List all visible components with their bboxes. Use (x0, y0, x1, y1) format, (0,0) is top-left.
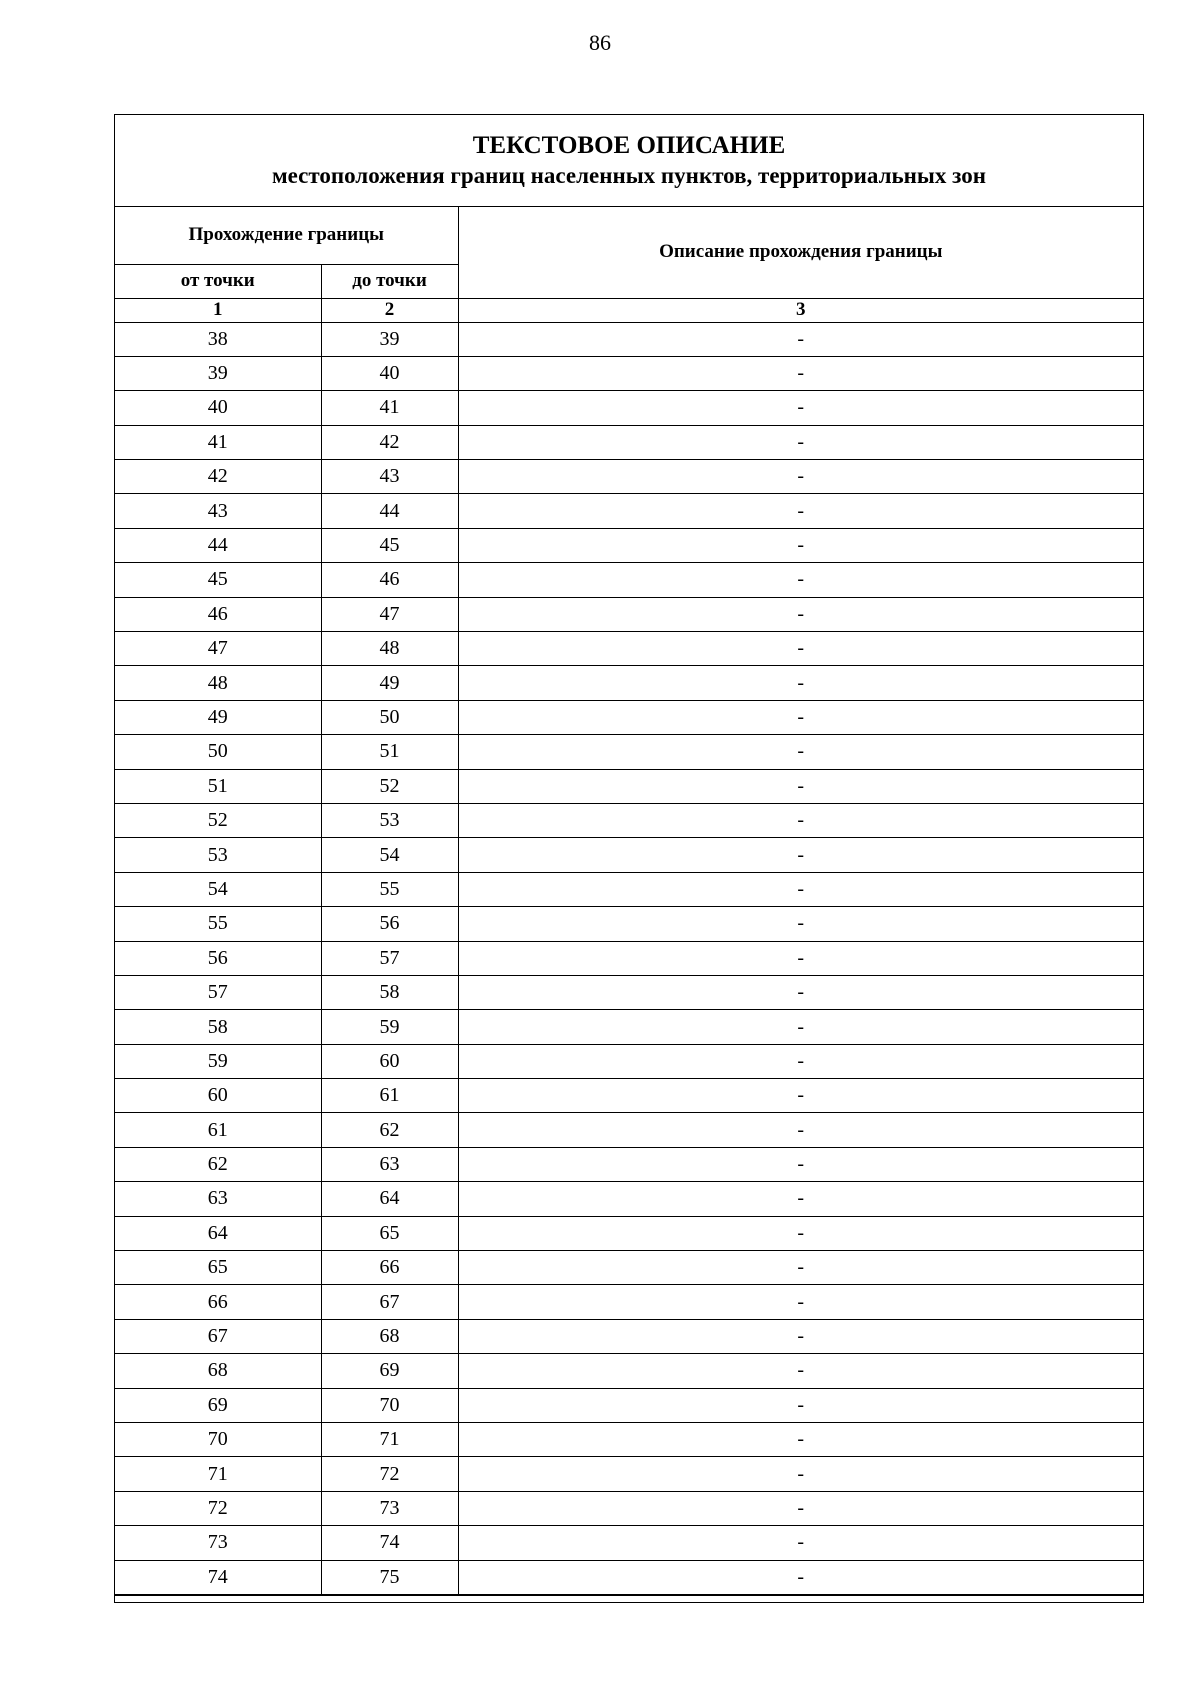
table-row (115, 1251, 1143, 1285)
description-cell: - (458, 1560, 1143, 1594)
description-cell: - (458, 1251, 1143, 1285)
to-point-cell: 58 (321, 975, 458, 1009)
description-cell: - (458, 563, 1143, 597)
from-point-cell: 72 (115, 1491, 321, 1525)
description-cell: - (458, 391, 1143, 425)
to-point-cell: 68 (321, 1319, 458, 1353)
boundary-table (115, 207, 1143, 1595)
to-point-cell: 74 (321, 1526, 458, 1560)
description-cell: - (458, 632, 1143, 666)
table-row (115, 1182, 1143, 1216)
table-row (115, 597, 1143, 631)
to-point-cell: 65 (321, 1216, 458, 1250)
description-cell: - (458, 1457, 1143, 1491)
boundary-passage-header: Прохождение границы (115, 207, 458, 264)
table-row (115, 1388, 1143, 1422)
from-point-cell: 42 (115, 460, 321, 494)
table-bottom-border (115, 1595, 1143, 1602)
from-point-cell: 61 (115, 1113, 321, 1147)
table-row (115, 1010, 1143, 1044)
table-row (115, 1457, 1143, 1491)
table-row (115, 1216, 1143, 1250)
from-point-cell: 63 (115, 1182, 321, 1216)
to-point-cell: 39 (321, 322, 458, 356)
column-number-1: 1 (115, 298, 321, 322)
to-point-cell: 49 (321, 666, 458, 700)
table-row (115, 632, 1143, 666)
from-point-cell: 60 (115, 1079, 321, 1113)
from-point-cell: 52 (115, 803, 321, 837)
from-point-cell: 59 (115, 1044, 321, 1078)
column-number-2: 2 (321, 298, 458, 322)
to-point-cell: 55 (321, 872, 458, 906)
from-point-cell: 44 (115, 528, 321, 562)
table-body (115, 322, 1143, 1594)
from-point-cell: 50 (115, 735, 321, 769)
to-point-cell: 57 (321, 941, 458, 975)
to-point-cell: 60 (321, 1044, 458, 1078)
description-cell: - (458, 597, 1143, 631)
to-point-cell: 48 (321, 632, 458, 666)
from-point-cell: 57 (115, 975, 321, 1009)
table-row (115, 356, 1143, 390)
description-cell: - (458, 494, 1143, 528)
description-cell: - (458, 356, 1143, 390)
table-row (115, 1113, 1143, 1147)
description-cell: - (458, 322, 1143, 356)
from-point-cell: 47 (115, 632, 321, 666)
description-cell: - (458, 1319, 1143, 1353)
table-row (115, 1354, 1143, 1388)
description-cell: - (458, 1216, 1143, 1250)
description-cell: - (458, 1147, 1143, 1181)
table-row (115, 1285, 1143, 1319)
table-row (115, 700, 1143, 734)
from-point-cell: 43 (115, 494, 321, 528)
from-point-cell: 67 (115, 1319, 321, 1353)
description-cell: - (458, 769, 1143, 803)
from-point-cell: 56 (115, 941, 321, 975)
description-cell: - (458, 1388, 1143, 1422)
to-point-cell: 66 (321, 1251, 458, 1285)
description-cell: - (458, 425, 1143, 459)
from-point-cell: 54 (115, 872, 321, 906)
description-cell: - (458, 1079, 1143, 1113)
to-point-cell: 73 (321, 1491, 458, 1525)
from-point-cell: 38 (115, 322, 321, 356)
to-point-cell: 43 (321, 460, 458, 494)
to-point-cell: 69 (321, 1354, 458, 1388)
table-row (115, 666, 1143, 700)
description-cell: - (458, 1182, 1143, 1216)
description-cell: - (458, 1010, 1143, 1044)
description-cell: - (458, 803, 1143, 837)
table-row (115, 563, 1143, 597)
from-point-header: от точки (115, 264, 321, 298)
description-cell: - (458, 872, 1143, 906)
page-number: 86 (589, 30, 611, 55)
table-header (115, 207, 1143, 322)
description-cell: - (458, 1044, 1143, 1078)
to-point-cell: 45 (321, 528, 458, 562)
description-header: Описание прохождения границы (458, 207, 1143, 298)
to-point-cell: 41 (321, 391, 458, 425)
description-cell: - (458, 1113, 1143, 1147)
to-point-cell: 42 (321, 425, 458, 459)
table-row (115, 1560, 1143, 1594)
description-cell: - (458, 907, 1143, 941)
document-subtitle: местоположения границ населенных пунктов, территориальных зон (272, 163, 986, 188)
to-point-cell: 62 (321, 1113, 458, 1147)
from-point-cell: 41 (115, 425, 321, 459)
to-point-cell: 63 (321, 1147, 458, 1181)
table-row (115, 941, 1143, 975)
from-point-cell: 65 (115, 1251, 321, 1285)
table-row (115, 872, 1143, 906)
table-row (115, 391, 1143, 425)
to-point-cell: 51 (321, 735, 458, 769)
to-point-cell: 70 (321, 1388, 458, 1422)
to-point-cell: 75 (321, 1560, 458, 1594)
from-point-cell: 70 (115, 1423, 321, 1457)
table-row (115, 460, 1143, 494)
description-cell: - (458, 666, 1143, 700)
from-point-cell: 62 (115, 1147, 321, 1181)
to-point-cell: 52 (321, 769, 458, 803)
table-row (115, 494, 1143, 528)
table-row (115, 1491, 1143, 1525)
to-point-cell: 54 (321, 838, 458, 872)
table-row (115, 803, 1143, 837)
description-cell: - (458, 460, 1143, 494)
to-point-cell: 44 (321, 494, 458, 528)
from-point-cell: 49 (115, 700, 321, 734)
from-point-cell: 55 (115, 907, 321, 941)
description-cell: - (458, 528, 1143, 562)
from-point-cell: 64 (115, 1216, 321, 1250)
description-cell: - (458, 838, 1143, 872)
document-title: ТЕКСТОВОЕ ОПИСАНИЕ (472, 132, 786, 159)
from-point-cell: 39 (115, 356, 321, 390)
to-point-cell: 64 (321, 1182, 458, 1216)
boundary-description-frame (114, 114, 1144, 1603)
column-number-3: 3 (458, 298, 1143, 322)
table-row (115, 975, 1143, 1009)
to-point-cell: 40 (321, 356, 458, 390)
from-point-cell: 53 (115, 838, 321, 872)
description-cell: - (458, 1423, 1143, 1457)
from-point-cell: 45 (115, 563, 321, 597)
description-cell: - (458, 700, 1143, 734)
to-point-cell: 72 (321, 1457, 458, 1491)
from-point-cell: 48 (115, 666, 321, 700)
description-cell: - (458, 941, 1143, 975)
to-point-cell: 56 (321, 907, 458, 941)
from-point-cell: 69 (115, 1388, 321, 1422)
table-row (115, 425, 1143, 459)
from-point-cell: 58 (115, 1010, 321, 1044)
table-row (115, 1147, 1143, 1181)
from-point-cell: 51 (115, 769, 321, 803)
description-cell: - (458, 735, 1143, 769)
to-point-cell: 59 (321, 1010, 458, 1044)
table-row (115, 838, 1143, 872)
to-point-cell: 50 (321, 700, 458, 734)
table-row (115, 769, 1143, 803)
from-point-cell: 40 (115, 391, 321, 425)
table-row (115, 1079, 1143, 1113)
table-row (115, 528, 1143, 562)
table-row (115, 1423, 1143, 1457)
to-point-cell: 53 (321, 803, 458, 837)
table-row (115, 1319, 1143, 1353)
table-row (115, 1526, 1143, 1560)
table-row (115, 735, 1143, 769)
description-cell: - (458, 975, 1143, 1009)
to-point-header: до точки (321, 264, 458, 298)
table-row (115, 907, 1143, 941)
description-cell: - (458, 1526, 1143, 1560)
title-block (115, 115, 1143, 207)
from-point-cell: 73 (115, 1526, 321, 1560)
table-row (115, 322, 1143, 356)
description-cell: - (458, 1354, 1143, 1388)
table-row (115, 1044, 1143, 1078)
from-point-cell: 46 (115, 597, 321, 631)
description-cell: - (458, 1285, 1143, 1319)
from-point-cell: 74 (115, 1560, 321, 1594)
to-point-cell: 67 (321, 1285, 458, 1319)
to-point-cell: 71 (321, 1423, 458, 1457)
from-point-cell: 71 (115, 1457, 321, 1491)
from-point-cell: 66 (115, 1285, 321, 1319)
to-point-cell: 46 (321, 563, 458, 597)
to-point-cell: 47 (321, 597, 458, 631)
from-point-cell: 68 (115, 1354, 321, 1388)
to-point-cell: 61 (321, 1079, 458, 1113)
description-cell: - (458, 1491, 1143, 1525)
